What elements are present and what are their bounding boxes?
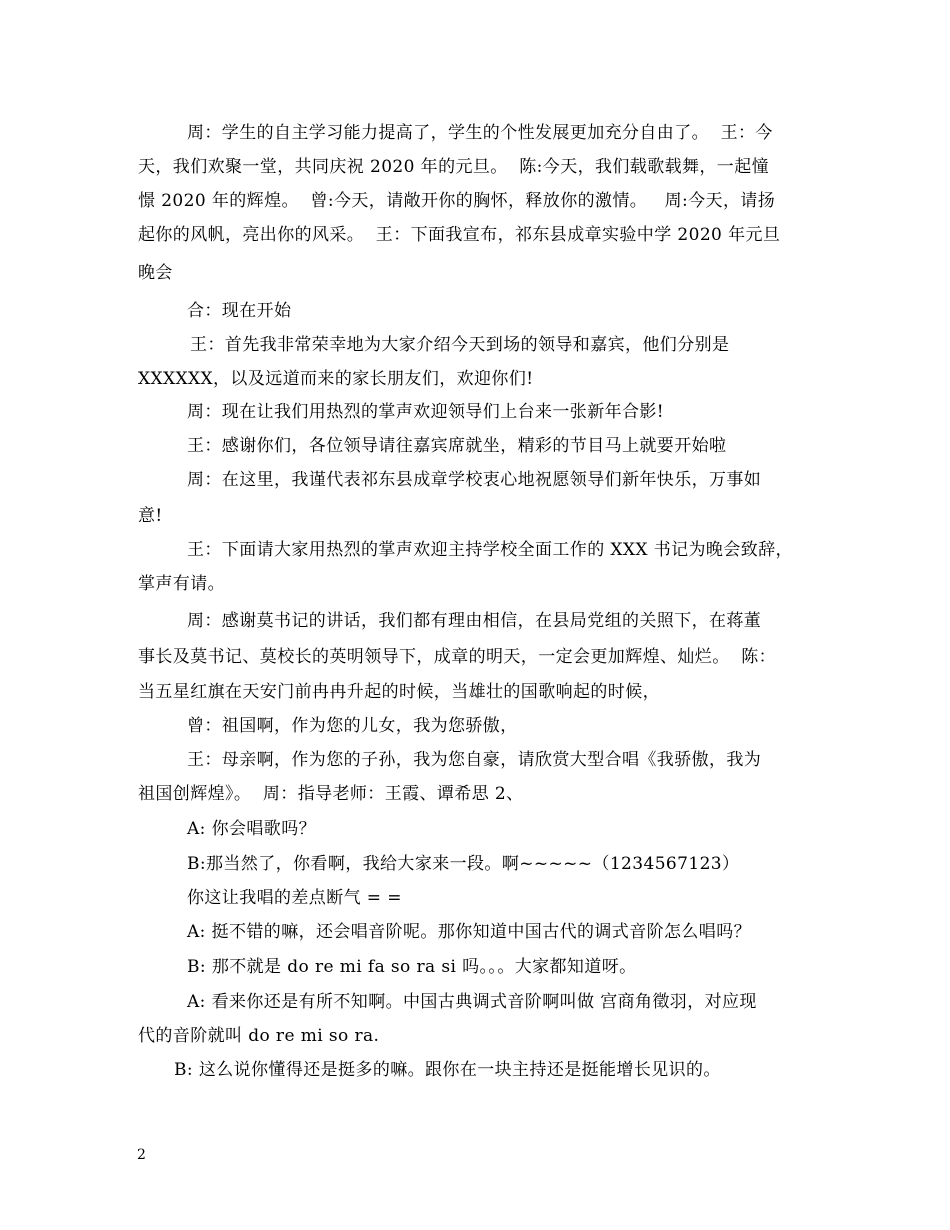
text-line: 王：首先我非常荣幸地为大家介绍今天到场的领导和嘉宾，他们分别是 <box>190 335 730 355</box>
text-line: 王：感谢你们，各位领导请往嘉宾席就坐，精彩的节目马上就要开始啦 <box>187 436 727 456</box>
text-line: 你这让我唱的差点断气 = = <box>187 888 402 908</box>
text-line: 周：在这里，我谨代表祁东县成章学校衷心地祝愿领导们新年快乐，万事如 <box>187 470 762 490</box>
text-line: 周：感谢莫书记的讲话，我们都有理由相信，在县局党组的关照下，在蒋董 <box>187 611 762 631</box>
text-line: 晚会 <box>138 263 173 283</box>
text-line: 周：学生的自主学习能力提高了，学生的个性发展更加充分自由了。 王：今 <box>187 123 773 143</box>
text-line: 天，我们欢聚一堂，共同庆祝 2020 年的元旦。 陈:今天，我们载歌载舞，一起憧 <box>138 157 770 177</box>
text-line: 合：现在开始 <box>187 301 292 321</box>
text-line: B:那当然了，你看啊，我给大家来一段。啊~~~~~（1234567123） <box>187 854 740 874</box>
page-number: 2 <box>137 1147 146 1163</box>
text-line: 起你的风帆，亮出你的风采。 王：下面我宣布，祁东县成章实验中学 2020 年元旦 <box>138 225 781 245</box>
text-line: 曾：祖国啊，作为您的儿女，我为您骄傲， <box>187 716 518 736</box>
text-line: 当五星红旗在天安门前冉冉升起的时候，当雄壮的国歌响起的时候， <box>138 682 660 702</box>
text-line: 王：下面请大家用热烈的掌声欢迎主持学校全面工作的 XXX 书记为晚会致辞， <box>187 540 793 560</box>
text-line: 祖国创辉煌》。 周：指导老师：王霞、谭希思 2、 <box>138 784 524 804</box>
text-line: 王：母亲啊，作为您的子孙，我为您自豪，请欣赏大型合唱《我骄傲，我为 <box>187 750 762 770</box>
text-line: 事长及莫书记、莫校长的英明领导下，成章的明天，一定会更加辉煌、灿烂。 陈： <box>138 647 777 667</box>
text-line: 周：现在让我们用热烈的掌声欢迎领导们上台来一张新年合影! <box>187 402 665 422</box>
text-line: B: 那不就是 do re mi fa so ra si 吗。。。大家都知道呀。 <box>187 957 637 977</box>
text-line: 意! <box>138 506 163 526</box>
text-line: 憬 2020 年的辉煌。 曾:今天，请敞开你的胸怀，释放你的激情。 周:今天，请扬 <box>138 191 776 211</box>
text-line: A: 看来你还是有所不知啊。中国古典调式音阶啊叫做 宫商角徵羽，对应现 <box>187 992 757 1012</box>
text-line: A: 你会唱歌吗？ <box>187 819 317 839</box>
text-line: A: 挺不错的嘛，还会唱音阶呢。那你知道中国古代的调式音阶怎么唱吗？ <box>187 922 752 942</box>
text-line: 掌声有请。 <box>138 574 225 594</box>
text-line: B: 这么说你懂得还是挺多的嘛。跟你在一块主持还是挺能增长见识的。 <box>174 1060 721 1080</box>
text-line: 代的音阶就叫 do re mi so ra. <box>138 1026 380 1046</box>
text-line: XXXXXX，以及远道而来的家长朋友们，欢迎你们! <box>138 369 534 389</box>
